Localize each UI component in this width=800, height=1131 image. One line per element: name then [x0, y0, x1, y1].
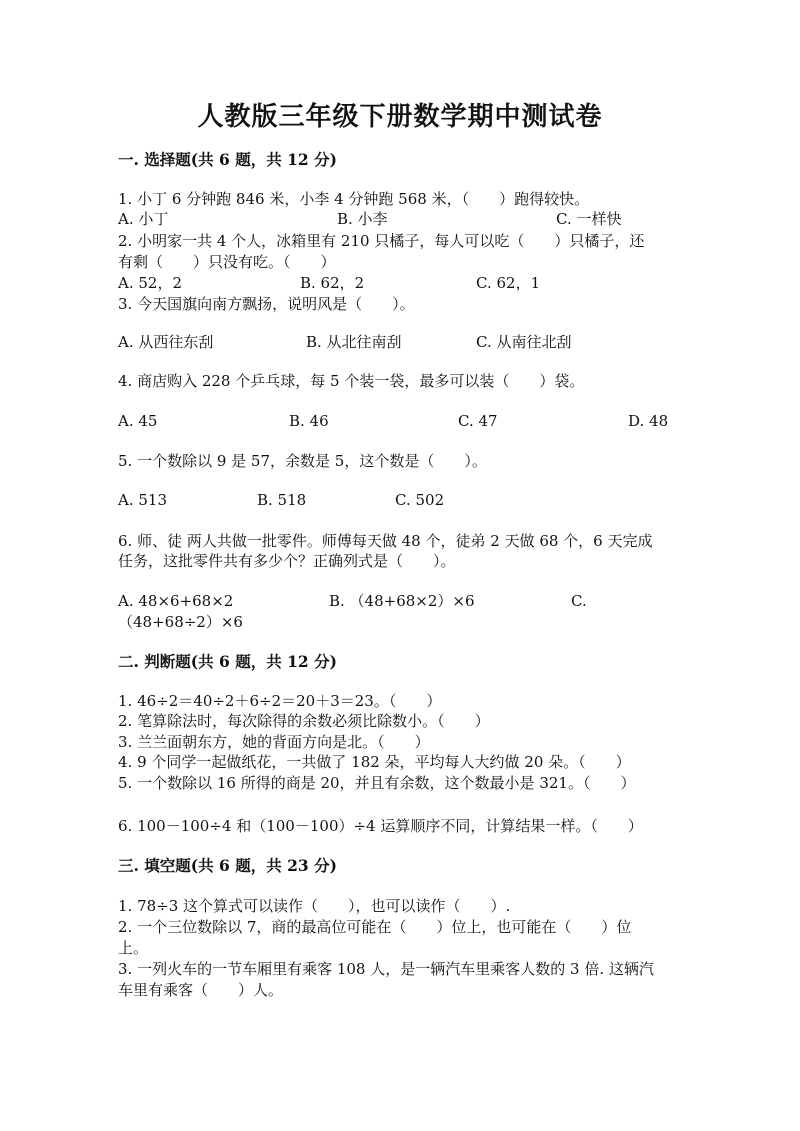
q2-option-a: A. 52，2 [118, 274, 182, 292]
q5-option-a: A. 513 [118, 491, 167, 509]
judge-item-5: 5. 一个数除以 16 所得的商是 20，并且有余数，这个数最小是 321。（ ） [118, 774, 636, 792]
q4-option-d: D. 48 [628, 412, 669, 430]
question-2-line-2: 有剩（ ）只没有吃。（ ） [118, 253, 336, 271]
q6-option-b: B. （48+68×2）×6 [329, 592, 475, 610]
q6-option-a: A. 48×6+68×2 [118, 592, 234, 610]
q2-option-b: B. 62，2 [300, 274, 365, 292]
q6-option-c-label: C. [571, 592, 587, 610]
q4-option-c: C. 47 [458, 412, 498, 430]
page-title: 人教版三年级下册数学期中测试卷 [197, 102, 603, 132]
judge-item-2: 2. 笔算除法时，每次除得的余数必须比除数小。（ ） [118, 712, 490, 730]
q2-option-c: C. 62，1 [476, 274, 541, 292]
q4-option-b: B. 46 [289, 412, 329, 430]
fill-item-3-line-1: 3. 一列火车的一节车厢里有乘客 108 人，是一辆汽车里乘客人数的 3 倍. 这辆汽 [118, 960, 654, 978]
fill-item-2-line-1: 2. 一个三位数除以 7，商的最高位可能在（ ）位上，也可能在（ ）位 [118, 918, 632, 936]
q1-option-c: C. 一样快 [556, 210, 622, 228]
question-4-text: 4. 商店购入 228 个乒乓球，每 5 个装一袋，最多可以装（ ）袋。 [118, 372, 585, 390]
question-6-line-1: 6. 师、徒 两人共做一批零件。师傅每天做 48 个，徒弟 2 天做 68 个，6 天完成 [118, 532, 653, 550]
section-heading-fill: 三. 填空题(共 6 题，共 23 分) [118, 856, 337, 875]
judge-item-4: 4. 9 个同学一起做纸花，一共做了 182 朵，平均每人大约做 20 朵。（ ） [118, 753, 631, 771]
question-3-text: 3. 今天国旗向南方飘扬，说明风是（ ）。 [118, 295, 415, 313]
q6-option-c-text: （48+68÷2）×6 [118, 613, 243, 631]
fill-item-3-line-2: 车里有乘客（ ）人。 [118, 981, 284, 999]
question-5-text: 5. 一个数除以 9 是 57，余数是 5，这个数是（ ）。 [118, 452, 487, 470]
q4-option-a: A. 45 [118, 412, 158, 430]
fill-item-2-line-2: 上。 [118, 939, 149, 957]
q5-option-c: C. 502 [395, 491, 445, 509]
q1-option-a: A. 小丁 [118, 210, 169, 228]
q3-option-a: A. 从西往东刮 [118, 333, 214, 351]
judge-item-1: 1. 46÷2＝40÷2＋6÷2＝20＋3＝23。（ ） [118, 692, 442, 710]
question-2-line-1: 2. 小明家一共 4 个人，冰箱里有 210 只橘子，每人可以吃（ ）只橘子，还 [118, 232, 645, 250]
q3-option-b: B. 从北往南刮 [306, 333, 402, 351]
question-6-line-2: 任务，这批零件共有多少个？正确列式是（ ）。 [118, 552, 456, 570]
judge-item-6: 6. 100－100÷4 和（100－100）÷4 运算顺序不同，计算结果一样。（ ） [118, 817, 643, 835]
judge-item-3: 3. 兰兰面朝东方，她的背面方向是北。（ ） [118, 733, 430, 751]
q5-option-b: B. 518 [257, 491, 307, 509]
section-heading-choice: 一. 选择题(共 6 题，共 12 分) [118, 150, 337, 169]
q3-option-c: C. 从南往北刮 [476, 333, 572, 351]
section-heading-judge: 二. 判断题(共 6 题，共 12 分) [118, 652, 337, 671]
question-1-text: 1. 小丁 6 分钟跑 846 米，小李 4 分钟跑 568 米，（ ）跑得较快。 [118, 190, 590, 208]
fill-item-1: 1. 78÷3 这个算式可以读作（ ），也可以读作（ ）. [118, 897, 511, 915]
q1-option-b: B. 小李 [337, 210, 388, 228]
